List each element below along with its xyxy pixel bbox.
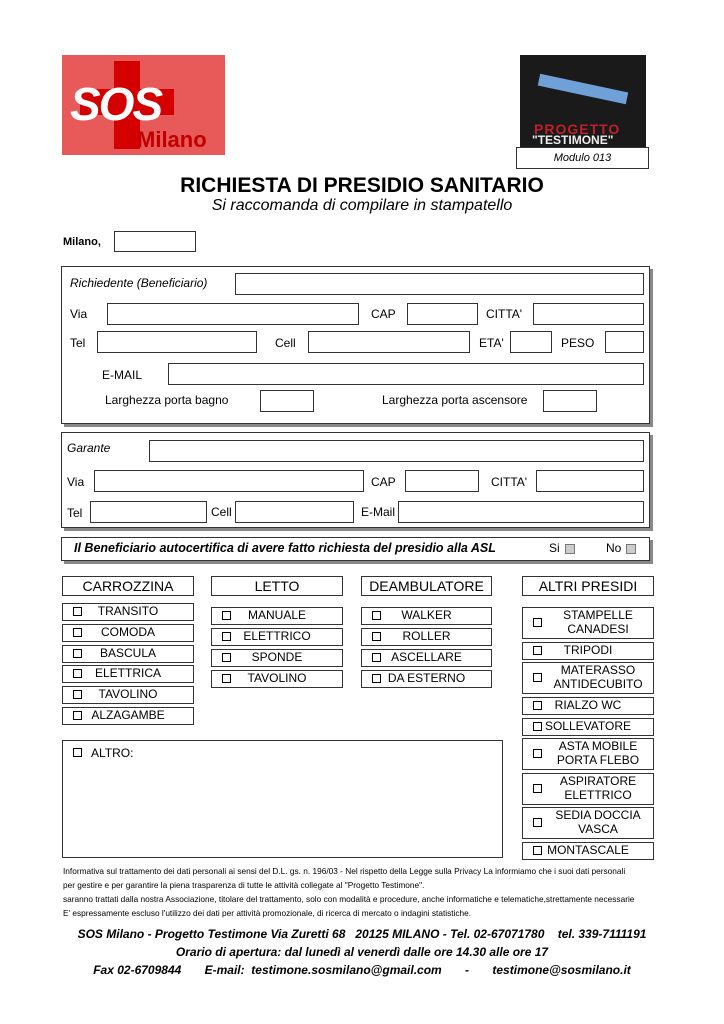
checkbox[interactable] bbox=[372, 611, 381, 620]
garante-name-field[interactable] bbox=[149, 440, 644, 462]
checkbox[interactable] bbox=[222, 674, 231, 683]
checkbox[interactable] bbox=[73, 628, 82, 637]
carrozzina-header: CARROZZINA bbox=[62, 576, 194, 596]
milano-date-field[interactable] bbox=[114, 231, 196, 252]
option-roller[interactable]: ROLLER bbox=[361, 628, 492, 646]
autocert-no[interactable]: No bbox=[606, 541, 636, 555]
checkbox[interactable] bbox=[533, 846, 542, 855]
richiedente-cell-field[interactable] bbox=[308, 331, 470, 353]
checkbox[interactable] bbox=[533, 818, 542, 827]
checkbox[interactable] bbox=[73, 690, 82, 699]
richiedente-peso-field[interactable] bbox=[605, 331, 644, 353]
richiedente-cap-field[interactable] bbox=[407, 303, 478, 325]
altro-checkbox[interactable] bbox=[73, 748, 82, 757]
checkbox[interactable] bbox=[73, 649, 82, 658]
privacy-notice: Informativa sul trattamento dei dati personali ai sensi del D.L. gs. n. 196/03 - Nel rispetto della Legge sulla Privacy La informiamo che i suoi dati personali per gestire e per garantire la piena trasparenza di tutte le attività collegate al "Progetto Testimone". saranno trattati dalla nostra Associazione, titolare del trattamento, solo con modalità e procedure, anche informatiche e telematiche,strettamente necessarie E' espressamente escluso l'utilizzo dei dati per attività promozionale, di ricerca di mercato o indagini statistiche. bbox=[63, 866, 635, 918]
option-tripodi[interactable]: TRIPODI bbox=[522, 642, 654, 660]
no-checkbox[interactable] bbox=[626, 544, 636, 554]
porta-ascensore-field[interactable] bbox=[543, 390, 597, 412]
option-bascula[interactable]: BASCULA bbox=[62, 645, 194, 663]
option-materasso-antidecubito[interactable]: MATERASSO ANTIDECUBITO bbox=[522, 662, 654, 694]
option-rialzo-wc[interactable]: RIALZO WC bbox=[522, 697, 654, 715]
garante-via-field[interactable] bbox=[94, 470, 364, 492]
option-sollevatore[interactable]: SOLLEVATORE bbox=[522, 718, 654, 736]
option-da-esterno[interactable]: DA ESTERNO bbox=[361, 670, 492, 688]
option-elettrico-letto[interactable]: ELETTRICO bbox=[211, 628, 343, 646]
richiedente-citta-field[interactable] bbox=[533, 303, 644, 325]
footer-line-3: Fax 02-6709844 E-mail: testimone.sosmilano@gmail.com - testimone@sosmilano.it bbox=[93, 963, 631, 977]
option-sponde[interactable]: SPONDE bbox=[211, 649, 343, 667]
milano-label: Milano, bbox=[63, 236, 101, 248]
checkbox[interactable] bbox=[372, 632, 381, 641]
page-title: RICHIESTA DI PRESIDIO SANITARIO bbox=[180, 174, 544, 197]
garante-email-field[interactable] bbox=[398, 501, 644, 523]
option-manuale[interactable]: MANUALE bbox=[211, 607, 343, 625]
richiedente-email-field[interactable] bbox=[168, 363, 644, 385]
option-aspiratore-elettrico[interactable]: ASPIRATORE ELETTRICO bbox=[522, 773, 654, 805]
progetto-testimone-image: PROGETTO "TESTIMONE" bbox=[520, 55, 646, 147]
deambulatore-header: DEAMBULATORE bbox=[361, 576, 492, 596]
checkbox[interactable] bbox=[372, 653, 381, 662]
garante-citta-field[interactable] bbox=[536, 470, 644, 492]
garante-tel-field[interactable] bbox=[90, 501, 207, 523]
option-stampelle-canadesi[interactable]: STAMPELLE CANADESI bbox=[522, 607, 654, 639]
autocert-si[interactable]: Si bbox=[549, 541, 575, 555]
option-alzagambe[interactable]: ALZAGAMBE bbox=[62, 707, 194, 725]
checkbox[interactable] bbox=[222, 632, 231, 641]
richiedente-name-field[interactable] bbox=[235, 273, 644, 295]
footer-line-1: SOS Milano - Progetto Testimone Via Zuretti 68 20125 MILANO - Tel. 02-67071780 tel. 339-7111191 bbox=[77, 927, 647, 941]
checkbox[interactable] bbox=[73, 607, 82, 616]
option-tavolino-letto[interactable]: TAVOLINO bbox=[211, 670, 343, 688]
option-tavolino-carrozzina[interactable]: TAVOLINO bbox=[62, 686, 194, 704]
option-sedia-doccia[interactable]: SEDIA DOCCIA VASCA bbox=[522, 807, 654, 839]
richiedente-eta-field[interactable] bbox=[510, 331, 552, 353]
option-walker[interactable]: WALKER bbox=[361, 607, 492, 625]
garante-cell-field[interactable] bbox=[235, 501, 354, 523]
checkbox[interactable] bbox=[222, 611, 231, 620]
checkbox[interactable] bbox=[533, 722, 542, 731]
modulo-box: Modulo 013 bbox=[516, 147, 649, 169]
si-checkbox[interactable] bbox=[565, 544, 575, 554]
checkbox[interactable] bbox=[533, 701, 542, 710]
option-comoda[interactable]: COMODA bbox=[62, 624, 194, 642]
option-ascellare[interactable]: ASCELLARE bbox=[361, 649, 492, 667]
checkbox[interactable] bbox=[73, 669, 82, 678]
checkbox[interactable] bbox=[533, 618, 542, 627]
garante-cap-field[interactable] bbox=[405, 470, 479, 492]
page-subtitle: Si raccomanda di compilare in stampatello bbox=[211, 197, 513, 214]
checkbox[interactable] bbox=[73, 711, 82, 720]
checkbox[interactable] bbox=[533, 784, 542, 793]
checkbox[interactable] bbox=[533, 646, 542, 655]
checkbox[interactable] bbox=[533, 673, 542, 682]
option-montascale[interactable]: MONTASCALE bbox=[522, 842, 654, 860]
porta-bagno-field[interactable] bbox=[260, 390, 314, 412]
option-elettrica[interactable]: ELETTRICA bbox=[62, 665, 194, 683]
option-transito[interactable]: TRANSITO bbox=[62, 603, 194, 621]
checkbox[interactable] bbox=[533, 749, 542, 758]
checkbox[interactable] bbox=[222, 653, 231, 662]
richiedente-tel-field[interactable] bbox=[97, 331, 257, 353]
richiedente-via-field[interactable] bbox=[107, 303, 359, 325]
letto-header: LETTO bbox=[211, 576, 343, 596]
altri-presidi-header: ALTRI PRESIDI bbox=[522, 576, 654, 596]
footer-line-2: Orario di apertura: dal lunedì al venerdì dalle ore 14.30 alle ore 17 bbox=[175, 945, 549, 959]
checkbox[interactable] bbox=[372, 674, 381, 683]
sos-milano-logo: SOS Milano bbox=[62, 55, 225, 155]
option-asta-mobile[interactable]: ASTA MOBILE PORTA FLEBO bbox=[522, 738, 654, 770]
